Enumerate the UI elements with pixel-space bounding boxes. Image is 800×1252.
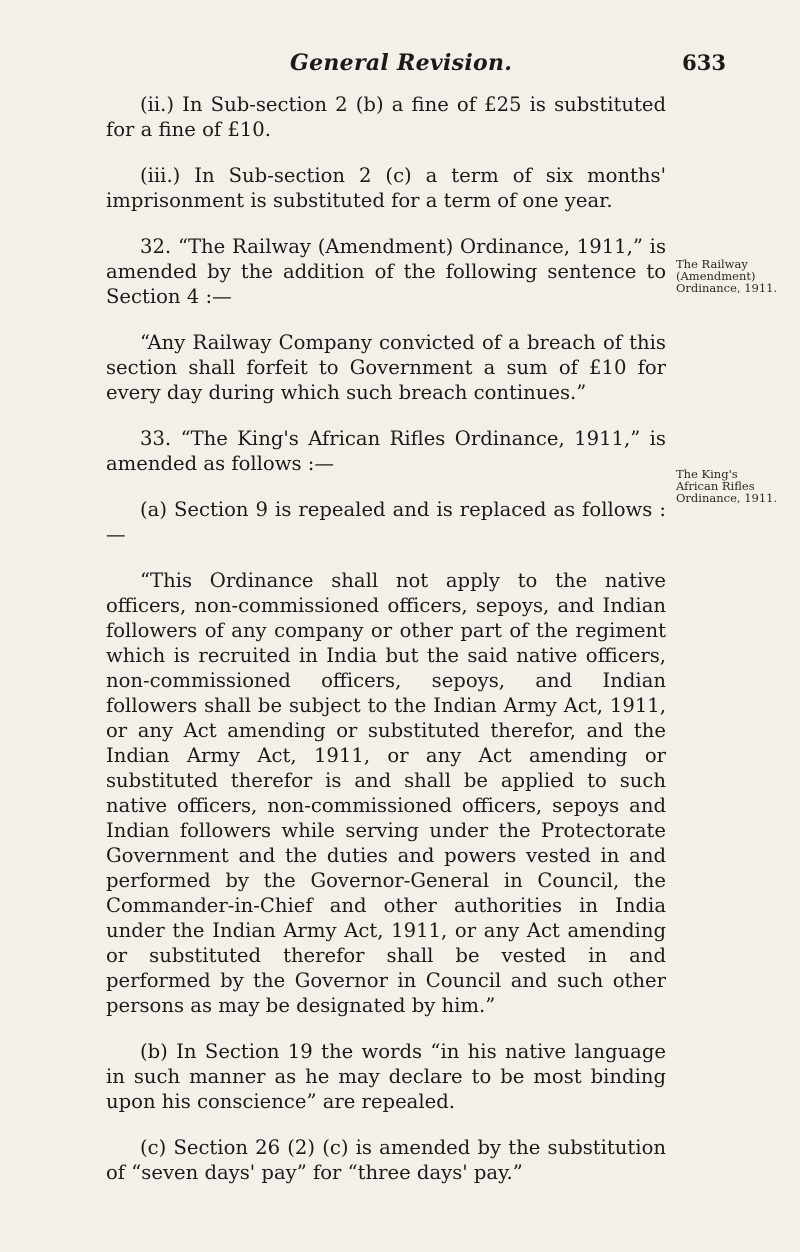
margin-note-line: The Railway [676,257,748,271]
running-title: General Revision. [290,50,513,76]
quote-section-32: “Any Railway Company convicted of a breach of this section shall forfeit to Government a sum of £10 for every day during which such breach continues.” [106,331,666,404]
quote-section-33-a: “This Ordinance shall not apply to the native officers, non-commissioned officers, sepoys, and Indian followers of any company or other part of the regiment which is recruited in India but the said native officers, non-commissioned officers, sepoys, and Indian followers shall be subject to the Indian Army Act, 1911, or any Act amending or substituted therefor, and the Indian Army Act, 1911, or any Act amending or substituted therefor is and shall be applied to such native officers, non-commissioned officers, sepoys and Indian followers while serving under the Protectorate Government and the duties and powers vested in and performed by the Governor-General in Council, the Commander-in-Chief and other authorities in India under the Indian Army Act, 1911, or any Act amending or substituted therefor shall be vested in and performed by the Governor in Council and such other persons as may be designated by him.” [106,569,666,1017]
margin-note-line: (Amendment) [676,269,756,283]
page-number: 633 [682,50,726,75]
paragraph-section-33: 33. “The King's African Rifles Ordinance, 1911,” is amended as follows :— [106,427,666,475]
margin-note-line: Ordinance, 1911. [676,491,778,505]
page-header [100,44,726,84]
margin-note-line: Ordinance, 1911. [676,281,778,295]
margin-note-line: African Rifles [676,479,755,493]
paragraph-section-33-c: (c) Section 26 (2) (c) is amended by the substitution of “seven days' pay” for “three days' pay.” [106,1136,666,1184]
paragraph-section-33-b: (b) In Section 19 the words “in his native language in such manner as he may declare to be most binding upon his conscience” are repealed. [106,1040,666,1113]
paragraph-section-32: 32. “The Railway (Amendment) Ordinance, 1911,” is amended by the addition of the following sentence to Section 4 :— [106,235,666,308]
paragraph-section-33-a: (a) Section 9 is repealed and is replaced as follows :— [106,498,666,546]
paragraph-sub-iii: (iii.) In Sub-section 2 (c) a term of six months' imprisonment is substituted for a term of one year. [106,164,666,212]
body-text [106,92,666,1206]
margin-note-railway [676,258,786,294]
margin-note-line: The King's [676,467,738,481]
paragraph-sub-ii: (ii.) In Sub-section 2 (b) a fine of £25 is substituted for a fine of £10. [106,93,666,141]
margin-note-kings-african-rifles [676,468,786,504]
